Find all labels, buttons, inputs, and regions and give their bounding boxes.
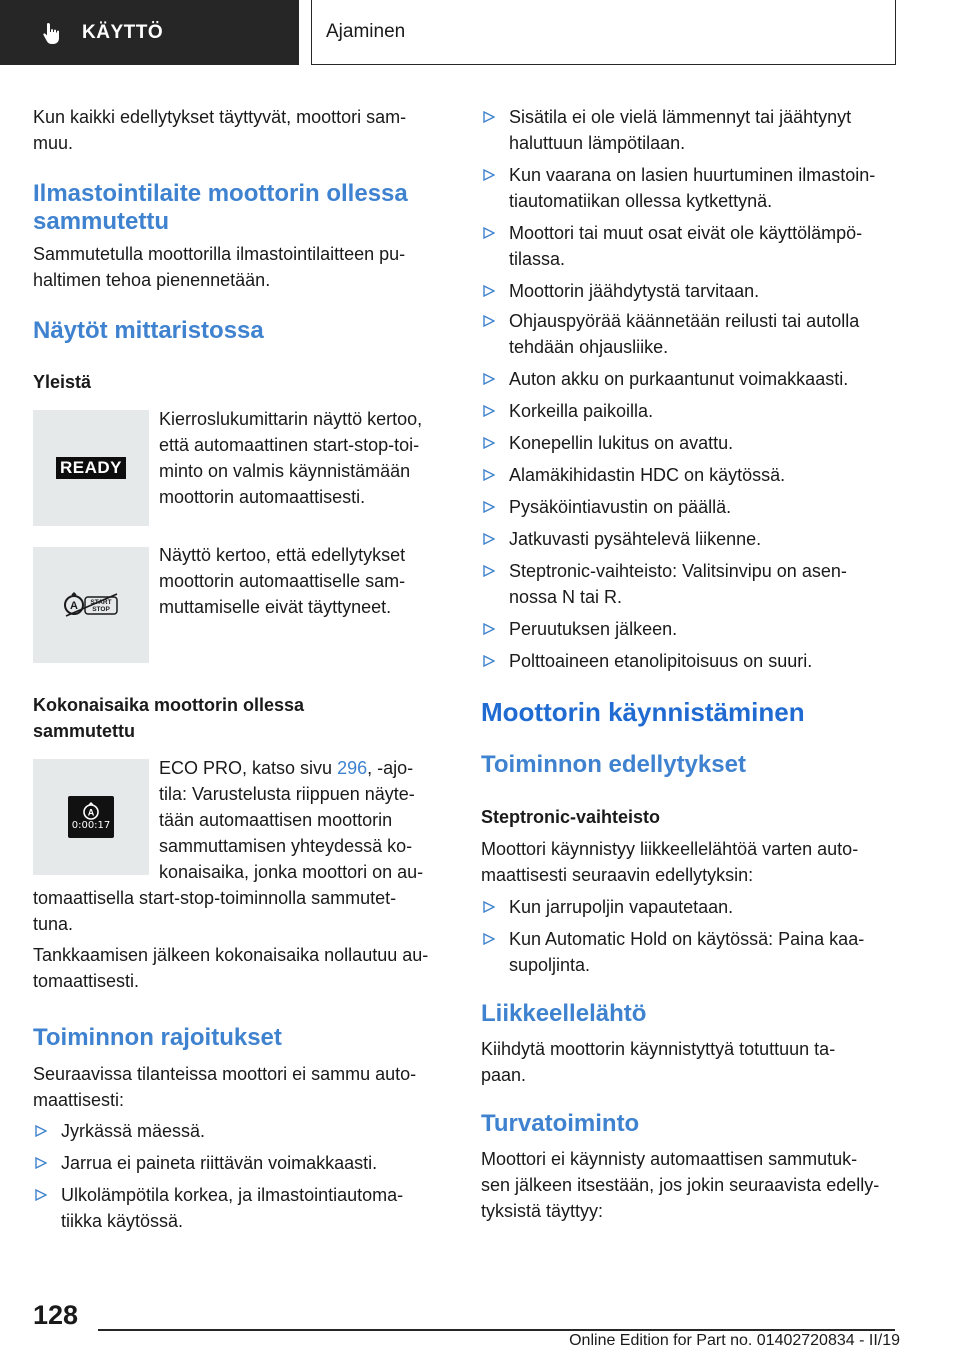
list-item [481, 366, 899, 392]
text-line: Alamäkihidastin HDC on käytössä. [509, 465, 786, 485]
section-title: KÄYTTÖ [82, 21, 164, 43]
triangle-bullet-icon [35, 1189, 47, 1201]
heading-displays: Näytöt mittaristossa [33, 317, 264, 344]
text-line: Sammutetulla moottorilla ilmastointilaitteen pu- [33, 244, 406, 264]
ready-label: READY [56, 457, 126, 479]
driveoff-paragraph [481, 1036, 835, 1088]
list-item [481, 558, 899, 610]
svg-text:A: A [70, 600, 78, 612]
startstop-crossed-icon [63, 591, 119, 619]
list-item [481, 926, 899, 978]
text-line: että automaattinen start-stop-toi- [159, 435, 420, 455]
triangle-bullet-icon [483, 501, 495, 513]
text-line: tilassa. [509, 249, 566, 269]
text-line: Näyttö kertoo, että edellytykset [159, 545, 406, 565]
svg-text:STOP: STOP [92, 606, 110, 613]
triangle-bullet-icon [483, 623, 495, 635]
startstop-paragraph [159, 542, 405, 620]
triangle-bullet-icon [483, 405, 495, 417]
text-line: paan. [481, 1065, 527, 1085]
heading-engine-start: Moottorin käynnistäminen [481, 697, 805, 727]
section-tab [0, 0, 299, 65]
triangle-bullet-icon [483, 901, 495, 913]
heading-line: Ilmastointilaite moottorin ollessa [33, 180, 408, 207]
text-line: tiikka käytössä. [61, 1211, 184, 1231]
timer-value: 0:00:17 [71, 820, 111, 831]
list-item [481, 462, 899, 488]
list-item [481, 648, 899, 674]
text-line: moottorin automaattisesti. [159, 487, 366, 507]
list-item [481, 220, 899, 272]
text-line: maattisesti seuraavin edellytyksin: [481, 865, 754, 885]
auto-startstop-icon [82, 802, 100, 820]
text-line: tiautomatiikan ollessa kytkettynä. [509, 191, 773, 211]
page-number: 128 [33, 1300, 79, 1330]
ready-paragraph [159, 406, 422, 510]
triangle-bullet-icon [483, 111, 495, 123]
heading-general: Yleistä [33, 372, 92, 392]
safety-paragraph [481, 1146, 879, 1224]
triangle-bullet-icon [483, 227, 495, 239]
text-line: Kierroslukumittarin näyttö kertoo, [159, 409, 423, 429]
text-line: Ulkolämpötila korkea, ja ilmastointiautoma- [61, 1185, 404, 1205]
list-item [33, 1182, 447, 1234]
heading-drive-off: Liikkeellelähtö [481, 1000, 647, 1027]
text-line: supoljinta. [509, 955, 591, 975]
triangle-bullet-icon [483, 169, 495, 181]
heading-line: Kokonaisaika moottorin ollessa [33, 695, 305, 715]
heading-line: sammutettu [33, 208, 170, 235]
total-time-image [33, 759, 149, 875]
text-line: minto on valmis käynnistämään [159, 461, 411, 481]
triangle-bullet-icon [35, 1157, 47, 1169]
text-line: Polttoaineen etanolipitoisuus on suuri. [509, 651, 813, 671]
text-line: tään automaattisen moottorin [159, 810, 393, 830]
text-line: Ohjauspyörää käännetään reilusti tai autolla [509, 311, 860, 331]
list-item [481, 430, 899, 456]
triangle-bullet-icon [483, 469, 495, 481]
heading-line: sammutettu [33, 721, 136, 741]
list-item [33, 1150, 447, 1176]
list-item [481, 308, 899, 360]
text-line: Korkeilla paikoilla. [509, 401, 654, 421]
text-line: Jyrkässä mäessä. [61, 1121, 206, 1141]
ready-indicator-image [33, 410, 149, 526]
text-line: tila: Varustelusta riippuen näyte- [159, 784, 415, 804]
text-line: tomaattisella start-stop-toiminnolla sammutet- [33, 888, 397, 908]
text-line: Pysäköintiavustin on päällä. [509, 497, 732, 517]
hand-pointer-icon [40, 20, 66, 46]
list-item [481, 894, 899, 920]
text-line: Konepellin lukitus on avattu. [509, 433, 734, 453]
text-line: sen jälkeen itsestään, jos jokin seuraavista edelly- [481, 1175, 880, 1195]
text-line: maattisesti: [33, 1090, 125, 1110]
text-line: muttamiselle eivät täyttyneet. [159, 597, 392, 617]
list-item [481, 162, 899, 214]
chapter-title-box [311, 0, 896, 65]
steptronic-paragraph [481, 836, 858, 888]
text-line: muu. [33, 133, 74, 153]
text-line: Tankkaamisen jälkeen kokonaisaika nollautuu au- [33, 945, 429, 965]
text-fragment: , -ajo- [367, 758, 414, 778]
text-line: Seuraavissa tilanteissa moottori ei sammu auto- [33, 1064, 417, 1084]
list-item [481, 616, 899, 642]
text-line: Kun jarrupoljin vapautetaan. [509, 897, 734, 917]
list-item [481, 398, 899, 424]
text-line: Jarrua ei paineta riittävän voimakkaasti. [61, 1153, 378, 1173]
triangle-bullet-icon [483, 655, 495, 667]
text-line: Kun Automatic Hold on käytössä: Paina kaa- [509, 929, 865, 949]
total-time-full-lines [33, 885, 396, 937]
triangle-bullet-icon [483, 373, 495, 385]
text-line: Moottori käynnistyy liikkeellelähtöä varten auto- [481, 839, 859, 859]
edition-note: Online Edition for Part no. 01402720834 - II/19 [569, 1332, 900, 1349]
text-line: Kun vaarana on lasien huurtuminen ilmastoin- [509, 165, 876, 185]
triangle-bullet-icon [483, 285, 495, 297]
heading-limits: Toiminnon rajoitukset [33, 1024, 282, 1051]
svg-text:A: A [87, 807, 95, 818]
triangle-bullet-icon [483, 437, 495, 449]
triangle-bullet-icon [483, 315, 495, 327]
text-line: Moottori ei käynnisty automaattisen sammutuk- [481, 1149, 858, 1169]
triangle-bullet-icon [483, 933, 495, 945]
text-line: Steptronic-vaihteisto: Valitsinvipu on asen- [509, 561, 847, 581]
text-line: Sisätila ei ole vielä lämmennyt tai jäähtynyt [509, 107, 852, 127]
svg-text:START: START [90, 599, 112, 606]
text-line: konaisaika, jonka moottori on au- [159, 862, 424, 882]
text-fragment: ECO PRO, katso sivu [159, 758, 338, 778]
limits-paragraph [33, 1061, 416, 1113]
text-line: sammuttamisen yhteydessä ko- [159, 836, 413, 856]
list-item [481, 526, 899, 552]
text-line: Kun kaikki edellytykset täyttyvät, moottori sam- [33, 107, 407, 127]
text-line: haluttuun lämpötilaan. [509, 133, 686, 153]
text-line: Moottorin jäähdytystä tarvitaan. [509, 281, 760, 301]
text-line: tehdään ohjausliike. [509, 337, 669, 357]
list-item [481, 104, 899, 156]
triangle-bullet-icon [35, 1125, 47, 1137]
text-line: tyksistä täyttyy: [481, 1201, 604, 1221]
heading-total-time [33, 692, 304, 744]
text-line: Peruutuksen jälkeen. [509, 619, 678, 639]
heading-ac [33, 180, 408, 236]
intro-paragraph [33, 104, 406, 156]
text-line: Jatkuvasti pysähtelevä liikenne. [509, 529, 762, 549]
startstop-unavailable-image [33, 547, 149, 663]
text-line: tomaattisesti. [33, 971, 140, 991]
heading-steptronic: Steptronic-vaihteisto [481, 807, 661, 827]
page-link-296[interactable]: 296 [337, 758, 368, 778]
refuel-paragraph [33, 942, 428, 994]
chapter-title: Ajaminen [326, 21, 406, 42]
text-line: Moottori tai muut osat eivät ole käyttölämpö- [509, 223, 863, 243]
footer-divider [98, 1329, 895, 1331]
list-item [481, 278, 899, 304]
heading-prerequisites: Toiminnon edellytykset [481, 751, 746, 778]
triangle-bullet-icon [483, 533, 495, 545]
triangle-bullet-icon [483, 565, 495, 577]
timer-display [68, 796, 114, 838]
text-line: Kiihdytä moottorin käynnistyttyä totuttuun ta- [481, 1039, 836, 1059]
text-line: tuna. [33, 914, 74, 934]
total-time-wrap-lines [159, 781, 423, 885]
text-line: haltimen tehoa pienennetään. [33, 270, 271, 290]
ac-paragraph [33, 241, 405, 293]
list-item [481, 494, 899, 520]
list-item [33, 1118, 447, 1144]
heading-safety: Turvatoiminto [481, 1110, 640, 1137]
total-time-first-line [159, 755, 413, 781]
text-line: Auton akku on purkaantunut voimakkaasti. [509, 369, 849, 389]
text-line: moottorin automaattiselle sam- [159, 571, 406, 591]
text-line: nossa N tai R. [509, 587, 623, 607]
